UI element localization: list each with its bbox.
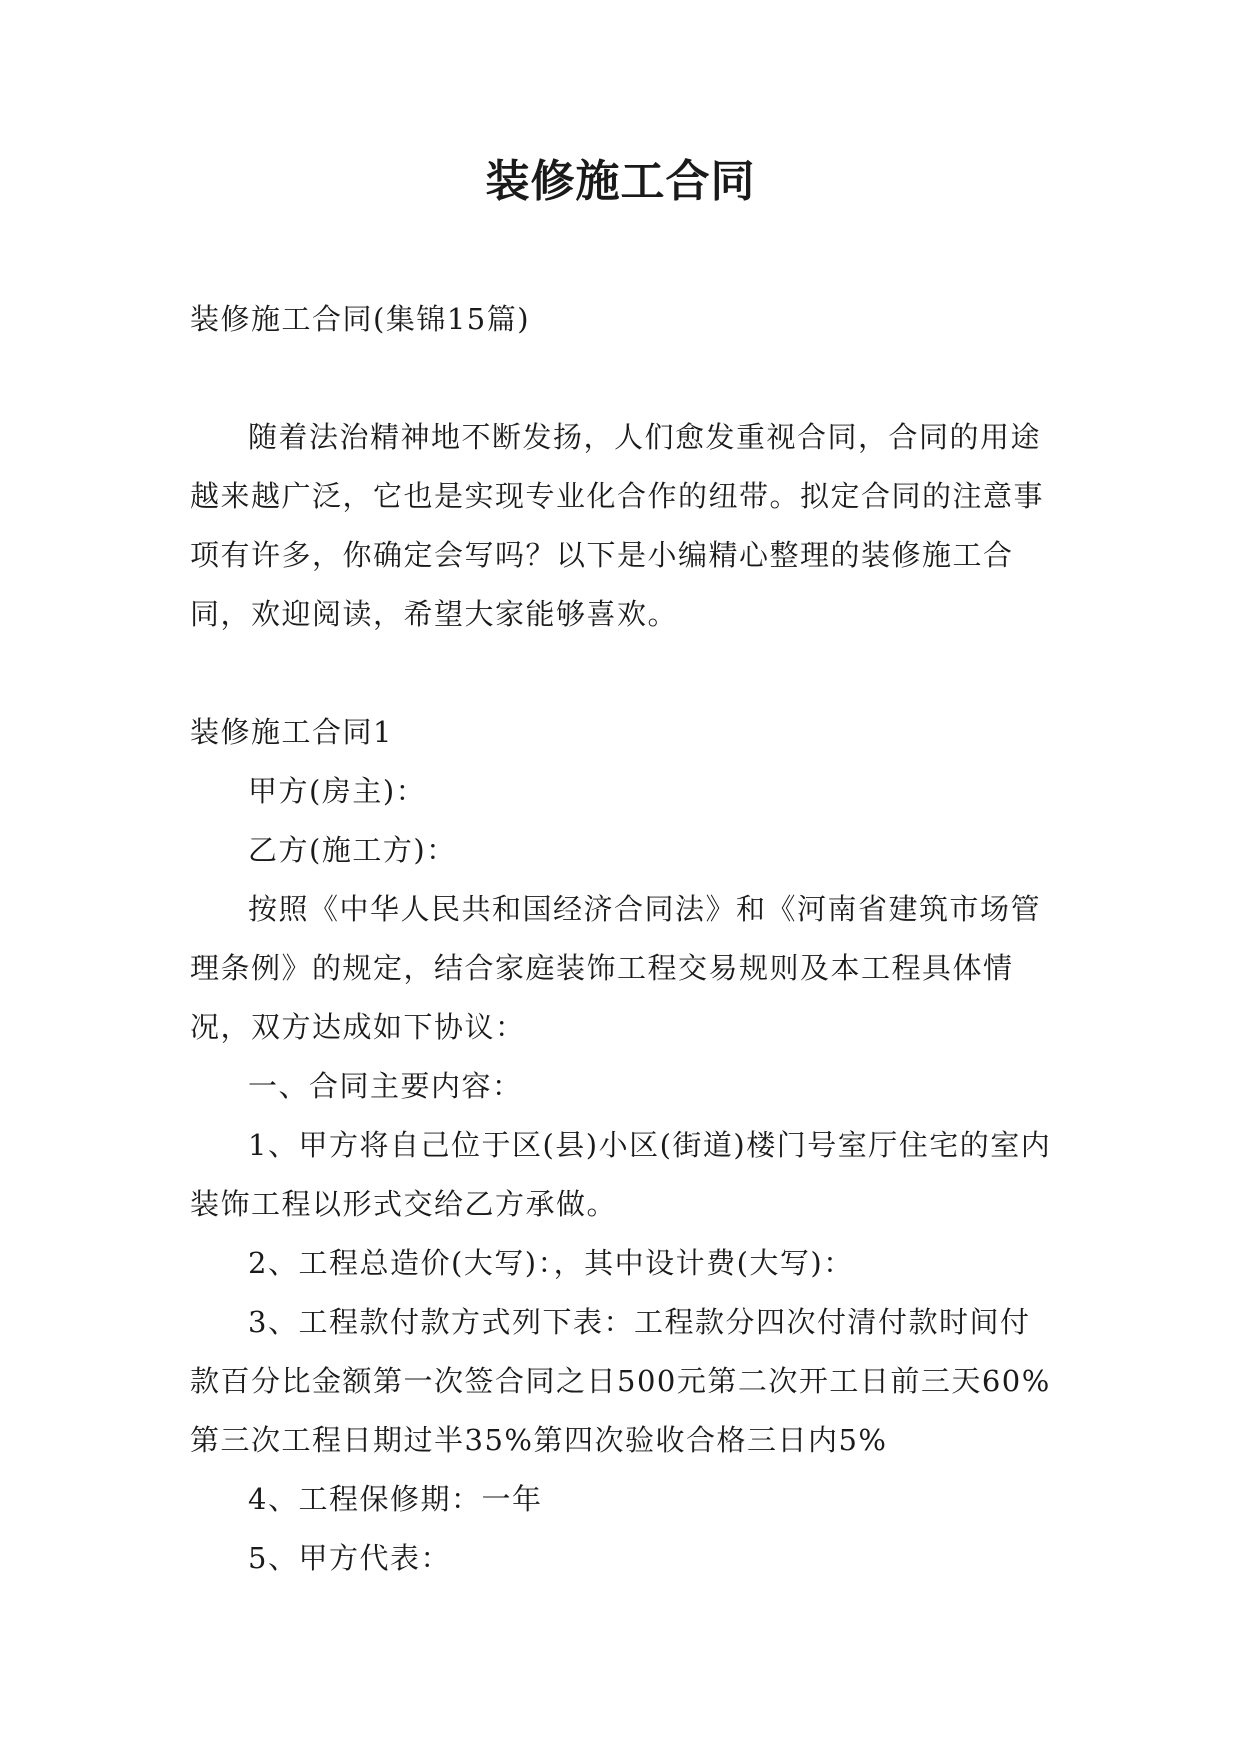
- clause-item-2: 2、工程总造价(大写)：，其中设计费(大写)：: [248, 1246, 854, 1280]
- clause-heading: 一、合同主要内容：: [248, 1069, 523, 1103]
- basis-paragraph: 按照《中华人民共和国经济合同法》和《河南省建筑市场管理条例》的规定，结合家庭装饰工程交易规则及本工程具体情况，双方达成如下协议：: [190, 892, 1042, 1044]
- section-heading: 装修施工合同1: [190, 715, 393, 749]
- document-subtitle: 装修施工合同(集锦15篇): [190, 302, 531, 336]
- document-title: 装修施工合同: [485, 156, 756, 207]
- party-b-line: 乙方(施工方)：: [248, 833, 457, 867]
- document-body: [190, 290, 1060, 1588]
- intro-paragraph: 随着法治精神地不断发扬，人们愈发重视合同，合同的用途越来越广泛，它也是实现专业化合作的纽带。拟定合同的注意事项有许多，你确定会写吗？以下是小编精心整理的装修施工合同，欢迎阅读，希望大家能够喜欢。: [190, 420, 1045, 631]
- clause-item-3: 3、工程款付款方式列下表：工程款分四次付清付款时间付款百分比金额第一次签合同之日500元第二次开工日前三天60%第三次工程日期过半35%第四次验收合格三日内5%: [190, 1305, 1051, 1457]
- clause-item-4: 4、工程保修期：一年: [248, 1482, 543, 1516]
- clause-item-1: 1、甲方将自己位于区(县)小区(街道)楼门号室厅住宅的室内装饰工程以形式交给乙方承做。: [190, 1128, 1052, 1221]
- clause-item-5: 5、甲方代表：: [248, 1541, 451, 1575]
- party-a-line: 甲方(房主)：: [248, 774, 427, 808]
